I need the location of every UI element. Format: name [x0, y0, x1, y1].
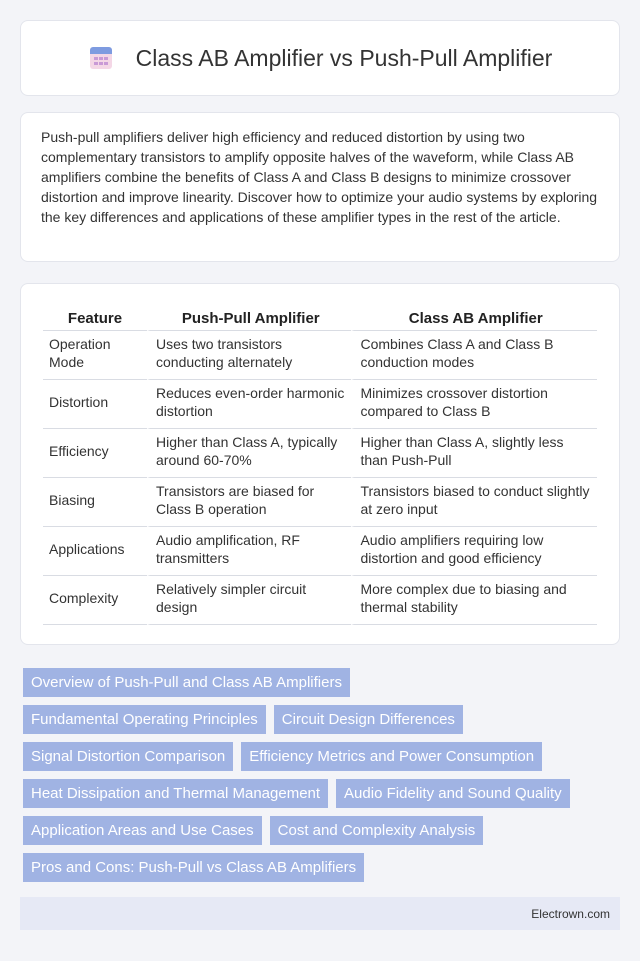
class-ab-cell: Audio amplifiers requiring low distortion and good efficiency [351, 527, 597, 576]
intro-card [20, 112, 620, 262]
comparison-table-card [20, 283, 620, 645]
push-pull-cell: Reduces even-order harmonic distortion [147, 380, 351, 429]
feature-cell: Complexity [43, 576, 147, 625]
topic-tag-link[interactable]: Application Areas and Use Cases [23, 816, 262, 845]
tag-row [23, 779, 623, 808]
tag-row [23, 816, 623, 845]
topic-tag-link[interactable]: Signal Distortion Comparison [23, 742, 233, 771]
column-header: Push-Pull Amplifier [147, 304, 351, 331]
table-row [43, 380, 597, 429]
footer [20, 897, 620, 930]
column-header: Feature [43, 304, 147, 331]
feature-cell: Efficiency [43, 429, 147, 478]
tag-row [23, 705, 623, 734]
class-ab-cell: More complex due to biasing and thermal stability [351, 576, 597, 625]
push-pull-cell: Relatively simpler circuit design [147, 576, 351, 625]
page-title: Class AB Amplifier vs Push-Pull Amplifier [135, 44, 553, 71]
topic-tag-link[interactable]: Heat Dissipation and Thermal Management [23, 779, 328, 808]
comparison-table [43, 304, 597, 625]
tag-row [23, 853, 623, 882]
intro-paragraph: Push-pull amplifiers deliver high efficiency and reduced distortion by using two complementary transistors to amplify opposite halves of the waveform, while Class AB amplifiers combine the benefits of Class A and Class B designs to minimize crossover distortion and improve linearity. Discover how to optimize your audio systems by exploring the key differences and applications of these amplifier types in the rest of the article. [41, 129, 598, 225]
feature-cell: Biasing [43, 478, 147, 527]
topic-tag-link[interactable]: Circuit Design Differences [274, 705, 463, 734]
push-pull-cell: Transistors are biased for Class B operation [147, 478, 351, 527]
topic-tag-link[interactable]: Cost and Complexity Analysis [270, 816, 484, 845]
topic-tag-link[interactable]: Fundamental Operating Principles [23, 705, 266, 734]
table-row [43, 429, 597, 478]
tag-row [23, 742, 623, 771]
class-ab-cell: Higher than Class A, slightly less than Push-Pull [351, 429, 597, 478]
push-pull-cell: Higher than Class A, typically around 60-70% [147, 429, 351, 478]
topic-tag-link[interactable]: Efficiency Metrics and Power Consumption [241, 742, 542, 771]
column-header: Class AB Amplifier [351, 304, 597, 331]
table-row [43, 576, 597, 625]
title-card [20, 20, 620, 96]
table-row [43, 478, 597, 527]
table-row [43, 527, 597, 576]
topic-tag-link[interactable]: Pros and Cons: Push-Pull vs Class AB Amplifiers [23, 853, 364, 882]
source-label: Electrown.com [531, 906, 610, 921]
push-pull-cell: Uses two transistors conducting alternately [147, 331, 351, 380]
feature-cell: Operation Mode [43, 331, 147, 380]
feature-cell: Distortion [43, 380, 147, 429]
topic-tag-link[interactable]: Overview of Push-Pull and Class AB Amplifiers [23, 668, 350, 697]
tag-row [23, 668, 623, 697]
table-header-row [43, 304, 597, 331]
feature-cell: Applications [43, 527, 147, 576]
table-row [43, 331, 597, 380]
push-pull-cell: Audio amplification, RF transmitters [147, 527, 351, 576]
class-ab-cell: Transistors biased to conduct slightly at zero input [351, 478, 597, 527]
calendar-icon [88, 45, 114, 71]
class-ab-cell: Combines Class A and Class B conduction modes [351, 331, 597, 380]
class-ab-cell: Minimizes crossover distortion compared to Class B [351, 380, 597, 429]
topic-tags [23, 668, 623, 890]
topic-tag-link[interactable]: Audio Fidelity and Sound Quality [336, 779, 570, 808]
